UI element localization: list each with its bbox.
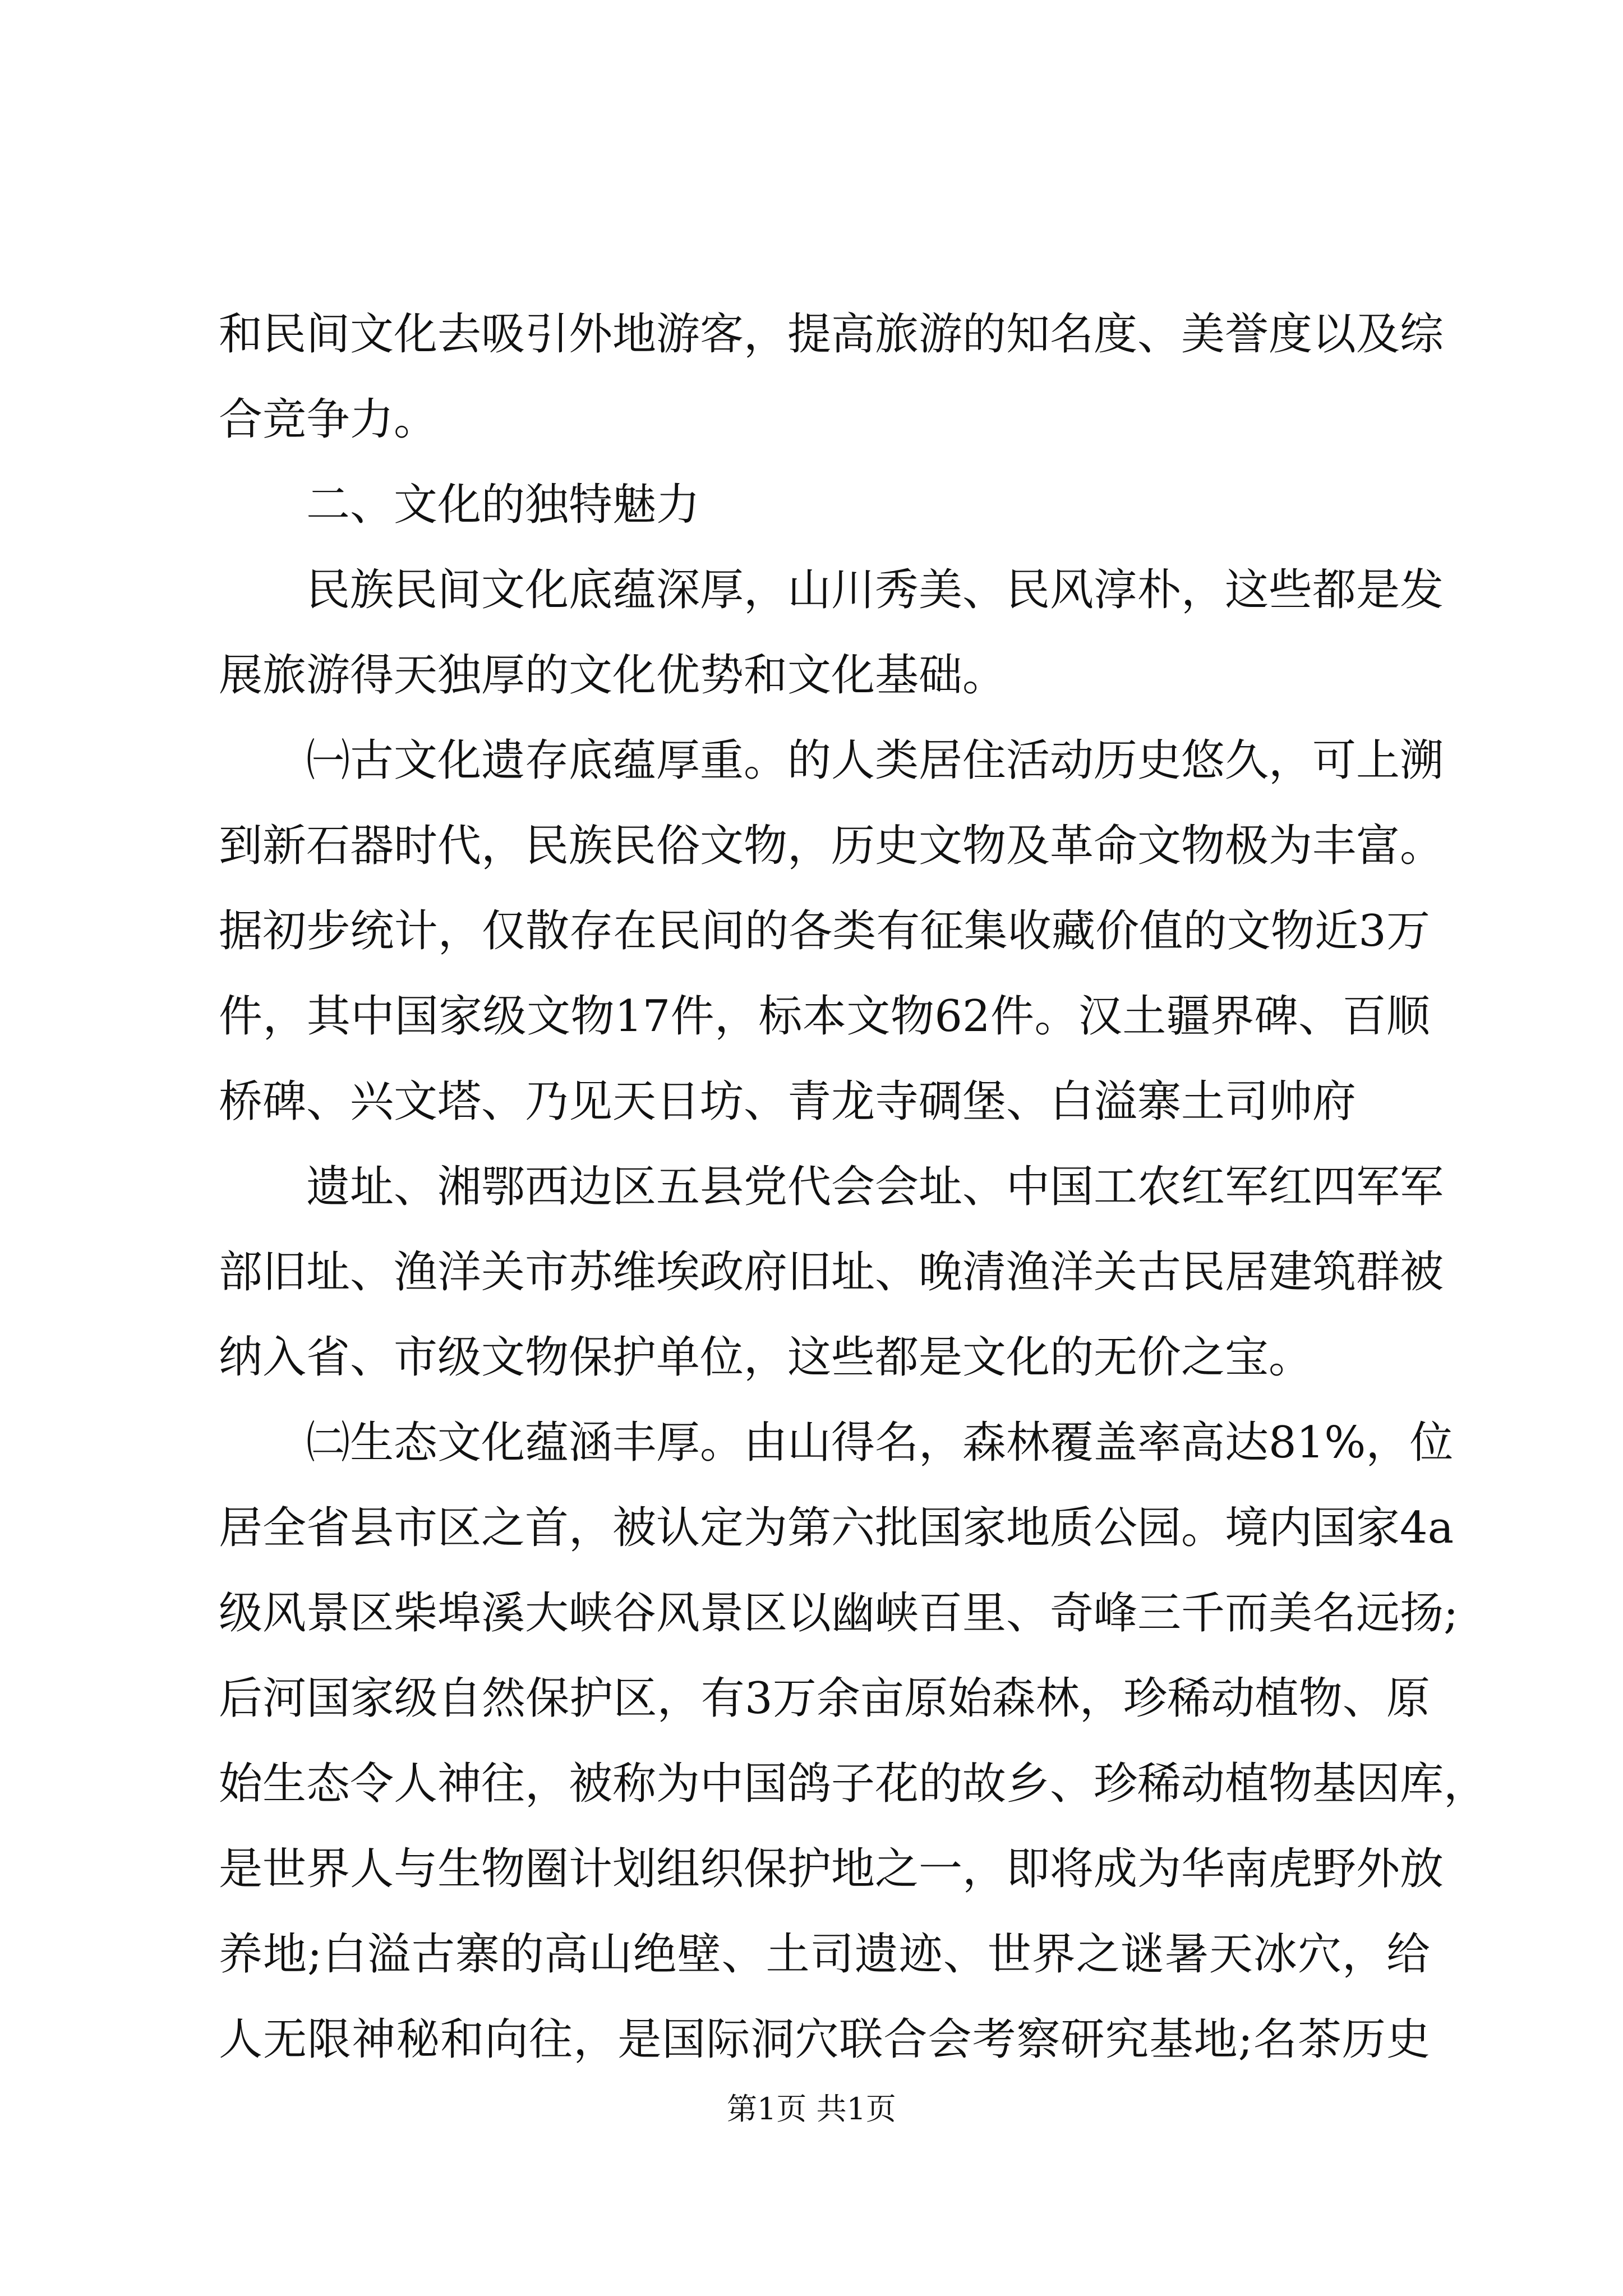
text-line: 养地;白溢古寨的高山绝壁、土司遗迹、世界之谜暑天冰穴，给 <box>219 1929 1430 1980</box>
text-line: 部旧址、渔洋关市苏维埃政府旧址、晚清渔洋关古民居建筑群被 <box>219 1247 1444 1297</box>
text-line: 纳入省、市级文物保护单位，这些都是文化的无价之宝。 <box>219 1332 1313 1383</box>
document-body <box>219 292 1488 2082</box>
text-line: 遗址、湘鄂西边区五县党代会会址、中国工农红军红四军军 <box>306 1162 1444 1212</box>
text-line: 是世界人与生物圈计划组织保护地之一，即将成为华南虎野外放 <box>219 1844 1444 1894</box>
text-line: 据初步统计，仅散存在民间的各类有征集收藏价值的文物近3万 <box>219 906 1430 956</box>
text-line: 居全省县市区之首，被认定为第六批国家地质公园。境内国家4a <box>219 1503 1454 1553</box>
text-line: 始生态令人神往，被称为中国鸽子花的故乡、珍稀动植物基因库， <box>219 1759 1488 1809</box>
page-footer: 第1页 共1页 <box>727 2091 896 2127</box>
text-line: 后河国家级自然保护区，有3万余亩原始森林，珍稀动植物、原 <box>219 1673 1430 1724</box>
section-heading: 二、文化的独特魅力 <box>306 480 700 530</box>
text-line: ㈠古文化遗存底蕴厚重。的人类居住活动历史悠久，可上溯 <box>306 735 1444 786</box>
text-line: 合竞争力。 <box>219 394 438 445</box>
text-line: 件，其中国家级文物17件，标本文物62件。汉土疆界碑、百顺 <box>219 991 1430 1042</box>
text-line: 人无限神秘和向往，是国际洞穴联合会考察研究基地;名茶历史 <box>219 2014 1430 2065</box>
text-line: 民族民间文化底蕴深厚，山川秀美、民风淳朴，这些都是发 <box>306 565 1444 615</box>
text-line: 到新石器时代，民族民俗文物，历史文物及革命文物极为丰富。 <box>219 821 1444 871</box>
text-line: 展旅游得天独厚的文化优势和文化基础。 <box>219 650 1007 701</box>
text-line: 级风景区柴埠溪大峡谷风景区以幽峡百里、奇峰三千而美名远扬; <box>219 1588 1459 1639</box>
text-line: 桥碑、兴文塔、乃见天日坊、青龙寺碉堡、白溢寨土司帅府 <box>219 1076 1357 1127</box>
text-line: ㈡生态文化蕴涵丰厚。由山得名，森林覆盖率高达81%，位 <box>306 1418 1454 1468</box>
text-line: 和民间文化去吸引外地游客，提高旅游的知名度、美誉度以及综 <box>219 309 1444 360</box>
